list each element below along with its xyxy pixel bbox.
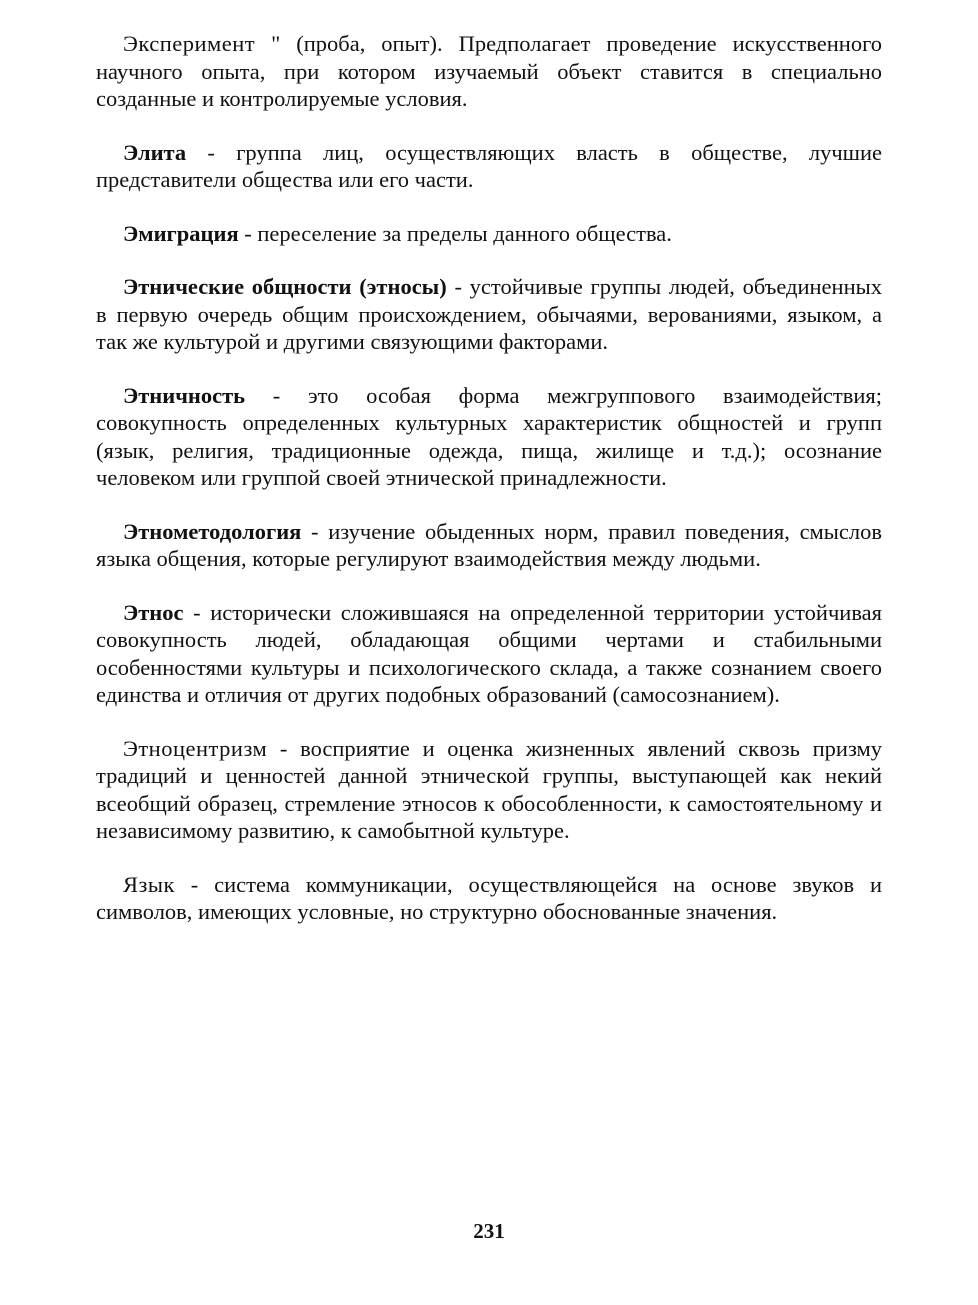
entry-definition: группа лиц, осуществляющих власть в обществе, лучшие представители общества или его части. <box>96 139 882 192</box>
entry-separator: - <box>267 735 301 761</box>
entry-definition: (проба, опыт). Предполагает проведение искусственного научного опыта, при котором изучаемый объект ставится в специально созданные и контролируемые условия. <box>96 31 883 111</box>
entry-term: Эмиграция <box>123 220 239 246</box>
entry-term: Элита <box>123 139 187 165</box>
glossary-entry-experiment <box>96 30 882 113</box>
glossary-entry-emigration <box>96 220 882 248</box>
entry-term: Этнические общности (этносы) <box>123 274 447 299</box>
glossary-entry-language <box>96 871 882 926</box>
glossary-entry-ethnomethodology <box>96 518 882 573</box>
entry-term: Этнометодология <box>123 518 302 544</box>
entry-term: Этничность <box>123 382 246 408</box>
entry-term: Этнос <box>123 599 184 625</box>
entry-separator: - <box>245 382 308 408</box>
entry-separator: - <box>446 274 470 299</box>
entry-separator: - <box>238 220 258 246</box>
entry-definition: исторически сложившаяся на определенной территории устойчивая совокупность людей, обладающая общими чертами и стабильными особенностями культуры и психологического склада, а также сознанием своего единства и отличия от других подобных образований (самосознанием). <box>96 599 882 707</box>
entry-term: Эксперимент <box>123 31 256 56</box>
glossary-entry-ethnos <box>96 599 882 709</box>
entry-definition: это особая форма межгруппового взаимодействия; совокупность определенных культурных характеристик общностей и групп (язык, религия, традиционные одежда, пища, жилище и т.д.); осознание человеком или группой своей этнической принадлежности. <box>96 382 882 490</box>
entry-definition: система коммуникации, осуществляющейся на основе звуков и символов, имеющих условные, но структурно обоснованные значения. <box>96 871 882 924</box>
entry-term: Этноцентризм <box>123 735 268 761</box>
glossary-page <box>96 30 882 952</box>
entry-definition: восприятие и оценка жизненных явлений сквозь призму традиций и ценностей данной этнической группы, выступающей как некий всеобщий образец, стремление этносов к обособленности, к самостоятельному и независимому развитию, к самобытной культуре. <box>96 735 883 843</box>
entry-separator: - <box>174 871 215 897</box>
entry-separator: - <box>301 518 329 544</box>
glossary-entry-elite <box>96 139 882 194</box>
page-number: 231 <box>473 1219 505 1243</box>
entry-definition: устойчивые группы людей, объединенных в первую очередь общим происхождением, обычаями, верованиями, языком, а так же культурой и другими связующими факторами. <box>96 274 882 354</box>
entry-separator: " <box>255 31 297 56</box>
entry-term: Язык <box>123 871 175 897</box>
entry-separator: - <box>186 139 237 165</box>
glossary-entry-ethnocentrism <box>96 735 882 845</box>
glossary-entry-ethnicity <box>96 382 882 492</box>
entry-definition: переселение за пределы данного общества. <box>257 220 672 246</box>
glossary-entry-ethnic-communities <box>96 273 882 356</box>
entry-definition: изучение обыденных норм, правил поведения, смыслов языка общения, которые регулируют взаимодействия между людьми. <box>96 518 883 571</box>
entry-separator: - <box>183 599 211 625</box>
